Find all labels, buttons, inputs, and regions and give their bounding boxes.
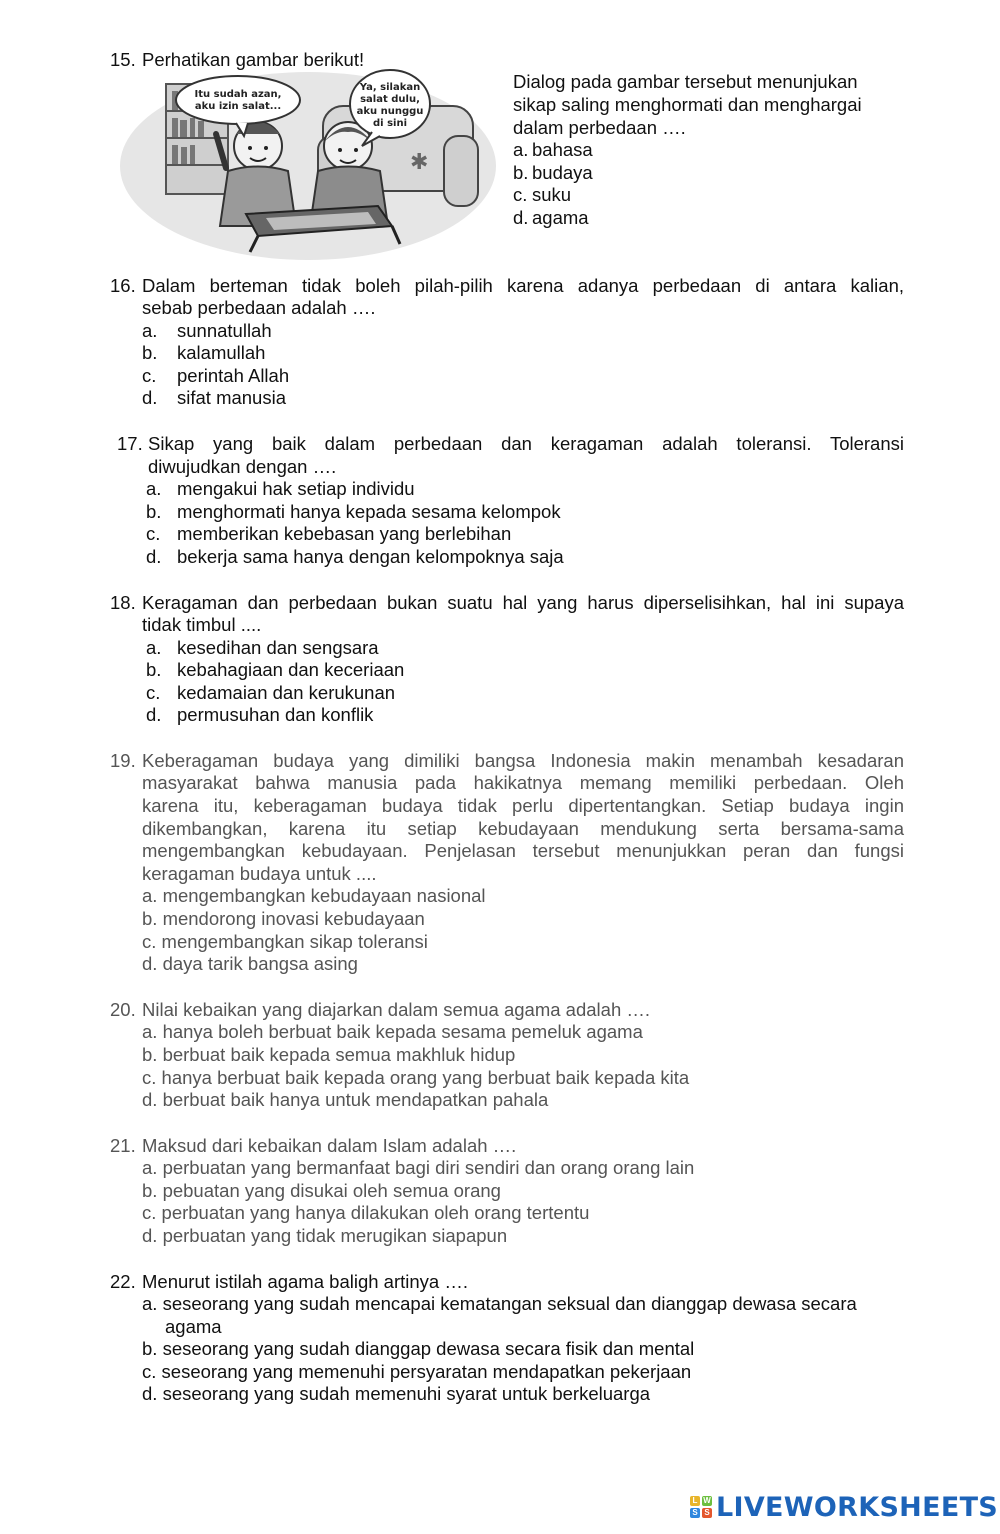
q15-side-text-3: dalam perbedaan …. bbox=[513, 117, 686, 138]
bubble-right-line-1: Ya, silakan bbox=[359, 82, 421, 93]
option-letter: b. bbox=[142, 342, 158, 363]
option-letter: c. bbox=[142, 365, 157, 386]
option-text: permusuhan dan konflik bbox=[177, 704, 374, 725]
option-text: sunnatullah bbox=[177, 320, 272, 341]
bubble-left-line-1: Itu sudah azan, bbox=[194, 89, 282, 100]
option-text: menghormati hanya kepada sesama kelompok bbox=[177, 501, 561, 522]
option-text: agama bbox=[532, 207, 589, 228]
question-17-stem-2: diwujudkan dengan …. bbox=[148, 456, 337, 477]
option-letter: b. bbox=[146, 659, 162, 680]
logo-wordmark: LIVEWORKSHEETS bbox=[716, 1491, 999, 1523]
option-text: budaya bbox=[532, 162, 593, 183]
question-17-stem-1: Sikap yang baik dalam perbedaan dan keragaman adalah toleransi. Toleransi bbox=[148, 433, 904, 454]
question-19-stem-3: karena itu, keberagaman budaya tidak perlu dipertentangkan. Setiap budaya ingin bbox=[142, 795, 904, 816]
bubble-right-line-4: di sini bbox=[373, 118, 407, 129]
question-19-stem-5: mengembangkan kebudayaan. Penjelasan tersebut menunjukkan peran dan fungsi bbox=[142, 840, 904, 861]
mark-letter: S bbox=[690, 1508, 700, 1518]
q20-option-d[interactable]: d. berbuat baik hanya untuk mendapatkan pahala bbox=[142, 1089, 549, 1110]
question-19-stem-4: dikembangkan, karena itu setiap kebudayaan mendukung serta bersama-sama bbox=[142, 818, 904, 839]
q21-option-c[interactable]: c. perbuatan yang hanya dilakukan oleh orang tertentu bbox=[142, 1202, 590, 1223]
question-17-number: 17. bbox=[117, 433, 143, 454]
q22-option-d[interactable]: d. seseorang yang sudah memenuhi syarat untuk berkeluarga bbox=[142, 1383, 651, 1404]
option-letter: a. bbox=[146, 478, 162, 499]
dialog-illustration bbox=[118, 66, 500, 262]
question-18-stem-1: Keragaman dan perbedaan bukan suatu hal yang harus diperselisihkan, hal ini supaya bbox=[142, 592, 904, 613]
question-18-stem-2: tidak timbul .... bbox=[142, 614, 262, 635]
option-text: bahasa bbox=[532, 139, 593, 160]
option-letter: c. bbox=[146, 682, 161, 703]
bubble-left-line-2: aku izin salat... bbox=[194, 101, 282, 112]
question-16-stem-2: sebab perbedaan adalah …. bbox=[142, 297, 376, 318]
option-letter: b. bbox=[513, 162, 529, 183]
option-letter: d. bbox=[146, 546, 162, 567]
question-22-stem: Menurut istilah agama baligh artinya …. bbox=[142, 1271, 468, 1292]
q21-option-d[interactable]: d. perbuatan yang tidak merugikan siapapun bbox=[142, 1225, 508, 1246]
option-text: kedamaian dan kerukunan bbox=[177, 682, 396, 703]
question-21-number: 21. bbox=[110, 1135, 136, 1156]
svg-text:✱: ✱ bbox=[410, 150, 429, 175]
mark-letter: S bbox=[702, 1508, 712, 1518]
question-16-stem-1: Dalam berteman tidak boleh pilah-pilih karena adanya perbedaan di antara kalian, bbox=[142, 275, 904, 296]
question-20-stem: Nilai kebaikan yang diajarkan dalam semua agama adalah …. bbox=[142, 999, 651, 1020]
q22-option-b[interactable]: b. seseorang yang sudah dianggap dewasa secara fisik dan mental bbox=[142, 1338, 695, 1359]
q22-option-a-continued: agama bbox=[165, 1316, 222, 1337]
q20-option-c[interactable]: c. hanya berbuat baik kepada orang yang berbuat baik kepada kita bbox=[142, 1067, 690, 1088]
bubble-right-line-3: aku nunggu bbox=[356, 106, 424, 117]
q19-option-a[interactable]: a. mengembangkan kebudayaan nasional bbox=[142, 885, 486, 906]
question-21-stem: Maksud dari kebaikan dalam Islam adalah …. bbox=[142, 1135, 517, 1156]
option-letter: a. bbox=[513, 139, 529, 160]
liveworksheets-logo[interactable] bbox=[690, 1492, 998, 1522]
q22-option-a[interactable]: a. seseorang yang sudah mencapai kematangan seksual dan dianggap dewasa secara bbox=[142, 1293, 857, 1314]
option-text: kalamullah bbox=[177, 342, 266, 363]
option-letter: d. bbox=[513, 207, 529, 228]
q20-option-b[interactable]: b. berbuat baik kepada semua makhluk hidup bbox=[142, 1044, 516, 1065]
mark-letter: L bbox=[690, 1496, 700, 1506]
option-text: suku bbox=[532, 184, 572, 205]
mark-letter: W bbox=[703, 1496, 711, 1505]
q19-option-c[interactable]: c. mengembangkan sikap toleransi bbox=[142, 931, 428, 952]
q19-option-d[interactable]: d. daya tarik bangsa asing bbox=[142, 953, 358, 974]
question-22-number: 22. bbox=[110, 1271, 136, 1292]
question-19-stem-6: keragaman budaya untuk .... bbox=[142, 863, 377, 884]
q20-option-a[interactable]: a. hanya boleh berbuat baik kepada sesama pemeluk agama bbox=[142, 1021, 643, 1042]
q21-option-b[interactable]: b. pebuatan yang disukai oleh semua orang bbox=[142, 1180, 501, 1201]
question-15-number: 15. bbox=[110, 49, 136, 70]
bubble-right-line-2: salat dulu, bbox=[360, 94, 420, 105]
option-letter: d. bbox=[142, 387, 158, 408]
question-20-number: 20. bbox=[110, 999, 136, 1020]
q15-side-text-1: Dialog pada gambar tersebut menunjukan bbox=[513, 71, 858, 92]
option-letter: a. bbox=[142, 320, 158, 341]
question-15-stem: Perhatikan gambar berikut! bbox=[142, 49, 365, 70]
question-18-number: 18. bbox=[110, 592, 136, 613]
question-16-number: 16. bbox=[110, 275, 136, 296]
option-text: perintah Allah bbox=[177, 365, 290, 386]
q21-option-a[interactable]: a. perbuatan yang bermanfaat bagi diri sendiri dan orang orang lain bbox=[142, 1157, 695, 1178]
option-text: memberikan kebebasan yang berlebihan bbox=[177, 523, 512, 544]
liveworksheets-mark-icon bbox=[690, 1496, 712, 1518]
q15-side-text-2: sikap saling menghormati dan menghargai bbox=[513, 94, 862, 115]
question-19-stem-2: masyarakat bahwa manusia pada hakikatnya memang memiliki perbedaan. Oleh bbox=[142, 772, 904, 793]
option-text: sifat manusia bbox=[177, 387, 286, 408]
option-text: bekerja sama hanya dengan kelompoknya saja bbox=[177, 546, 564, 567]
option-letter: c. bbox=[513, 184, 528, 205]
option-text: kebahagiaan dan keceriaan bbox=[177, 659, 405, 680]
option-letter: c. bbox=[146, 523, 161, 544]
question-19-stem-1: Keberagaman budaya yang dimiliki bangsa Indonesia makin menambah kesadaran bbox=[142, 750, 904, 771]
question-19-number: 19. bbox=[110, 750, 136, 771]
q19-option-b[interactable]: b. mendorong inovasi kebudayaan bbox=[142, 908, 425, 929]
option-letter: b. bbox=[146, 501, 162, 522]
option-text: mengakui hak setiap individu bbox=[177, 478, 415, 499]
option-letter: a. bbox=[146, 637, 162, 658]
option-letter: d. bbox=[146, 704, 162, 725]
option-text: kesedihan dan sengsara bbox=[177, 637, 379, 658]
q22-option-c[interactable]: c. seseorang yang memenuhi persyaratan mendapatkan pekerjaan bbox=[142, 1361, 692, 1382]
